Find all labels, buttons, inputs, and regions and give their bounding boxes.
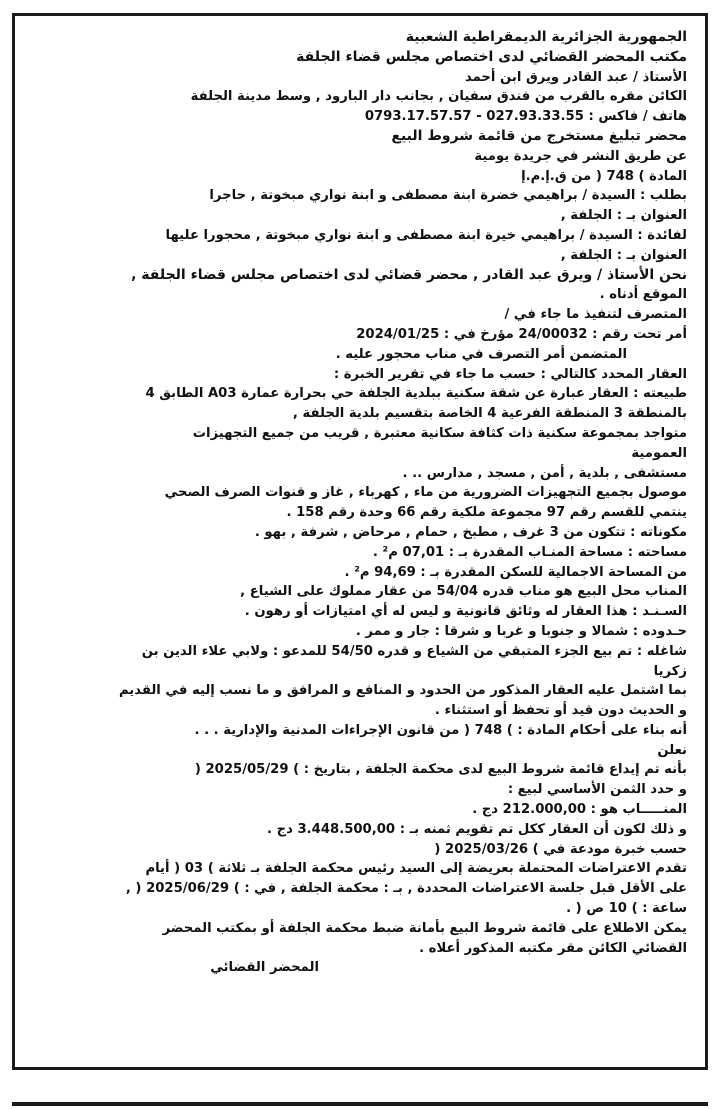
order-line: أمر تحت رقم : 24/00032 مؤرخ في : 2024/01/25 <box>356 326 687 342</box>
objections-line-1: تقدم الاعتراضات المحتملة بعريضة إلى السيد رئيس محكمة الجلفة بـ ثلاثة ) 03 ( أيام <box>145 861 687 877</box>
objections-line-3: ساعة : ) 10 ص ( . <box>566 901 687 917</box>
cadastre-line: ينتمي للقسم رقم 97 مجموعة ملكية رقم 66 وحدة رقم 158 . <box>286 505 687 521</box>
location-line-3: مستشفى , بلدية , أمن , مسجد , مدارس .. . <box>402 465 687 481</box>
bailiff-name: الأستاذ / عبد القادر ويرق ابن أحمد <box>464 69 687 85</box>
share-area-line: مساحته : مساحة المنـاب المقدرة بـ : 07,01 م² . <box>372 544 687 560</box>
nature-line-1: طبيعته : العقار عبارة عن شقة سكنية ببلدية الجلفة حي بحرارة عمارة A03 الطابق 4 <box>145 386 687 402</box>
order-content: المتضمن أمر التصرف في مناب محجور عليه . <box>335 346 627 362</box>
location-line-1: متواجد بمجموعة سكنية ذات كثافة سكانية معتبرة , قريب من جميع التجهيزات <box>192 425 687 441</box>
acting-line: المتصرف لتنفيذ ما جاء في / <box>504 307 687 323</box>
requester-address: العنوان بـ : الجلفة , <box>560 208 687 224</box>
republic-header: الجمهورية الجزائرية الديمقراطية الشعبية <box>405 29 687 45</box>
we-line: نحن الأستاذ / ويرق عبد القادر , محضر قضائي لدى اختصاص مجلس قضاء الجلفة , <box>131 266 687 283</box>
utilities-line: موصول بجميع التجهيزات الضرورية من ماء , كهرباء , غاز و قنوات الصرف الصحي <box>164 485 687 501</box>
inclusion-line-2: و الحديث دون قيد أو تحفظ أو استثناء . <box>434 703 687 719</box>
base-price-label: و حدد الثمن الأساسي لبيع : <box>507 782 687 798</box>
inclusion-line-1: بما اشتمل عليه العقار المذكور من الحدود و المنافع و المرافق و ما نسب إليه في القديم <box>118 683 687 699</box>
beneficiary-address: العنوان بـ : الجلفة , <box>560 247 687 263</box>
share-line: المناب محل البيع هو مناب قدره 54/04 من عقار مملوك على الشياع , <box>240 584 687 600</box>
beneficiary-line: لفائدة : السيدة / براهيمي خيرة ابنة مصطفى و ابنة نواري مبخوتة , محجورا عليها <box>165 227 687 243</box>
share-price-line: المنـــــاب هو : 212.000,00 دج . <box>472 802 687 818</box>
bailiff-signature: المحضر القضائي <box>210 960 319 976</box>
office-address: الكائن مقره بالقرب من فندق سفيان , بجانب دار البارود , وسط مدينة الجلفة <box>190 89 687 105</box>
consult-line-1: يمكن الاطلاع على قائمة شروط البيع بأمانة ضبط محكمة الجلفة أو بمكتب المحضر <box>162 920 687 936</box>
phone-line: هاتف / فاكس : 027.93.33.55 - 0793.17.57.57 <box>364 109 687 125</box>
property-intro: العقار المحدد كالتالي : حسب ما جاء في تقرير الخبرة : <box>333 366 687 382</box>
expertise-line: حسب خبرة مودعة في ) 2025/03/26 ( <box>434 841 687 857</box>
nature-line-2: بالمنطقة 3 المنطقة الفرعية 4 الخاصة بتقسيم بلدية الجلفة , <box>292 406 687 422</box>
occupant-line-2: زكريا <box>653 663 687 679</box>
location-line-2: العمومية <box>631 445 687 461</box>
announce-line: نعلن <box>657 742 687 758</box>
components-line: مكوناته : تتكون من 3 غرف , مطبخ , حمام , مرحاض , شرفة , بهو . <box>254 524 687 540</box>
legal-basis-line: أنه بناء على أحكام المادة : ) 748 ( من قانون الإجراءات المدنية والإدارية . . . <box>194 722 687 738</box>
notice-frame <box>12 13 708 1070</box>
legal-notice <box>15 16 705 978</box>
total-area-line: من المساحة الاجمالية للسكن المقدرة بـ : 94,69 م² . <box>344 564 687 580</box>
publication-line: عن طريق النشر في جريدة يومية <box>474 148 687 164</box>
objections-line-2: على الأقل قبل جلسة الاعتراضات المحددة , بـ : محكمة الجلفة , في : ) 2025/06/29 ( , <box>125 881 687 897</box>
office-line: مكتب المحضر القضائي لدى اختصاص مجلس قضاء الجلفة <box>296 48 687 65</box>
deed-line: السـنـد : هذا العقار له وثائق قانونية و ليس له أي امتيازات أو رهون . <box>244 604 687 620</box>
total-valuation-line: و ذلك لكون أن العقار ككل تم تقويم ثمنه بـ : 3.448.500,00 دج . <box>267 821 687 837</box>
borders-line: حـدوده : شمالا و جنوبا و غربا و شرقا : جار و ممر . <box>355 623 687 639</box>
occupant-line-1: شاغله : تم بيع الجزء المتبقي من الشياع و قدره 54/50 للمدعو : ولابي علاء الدين بن <box>141 643 687 659</box>
footer-rule <box>12 1102 708 1106</box>
deposit-line: بأنه تم إيداع قائمة شروط البيع لدى محكمة الجلفة , بتاريخ : ) 2025/05/29 ( <box>194 762 687 778</box>
requester-line: بطلب : السيدة / براهيمي خضرة ابنة مصطفى و ابنة نواري مبخوتة , حاجرا <box>209 188 687 204</box>
consult-line-2: القضائي الكائن مقر مكتبه المذكور أعلاه . <box>419 940 687 956</box>
notice-title: محضر تبليغ مستخرج من قائمة شروط البيع <box>391 127 687 144</box>
article-line: المادة ) 748 ( من ق.إ.م.إ <box>521 168 687 184</box>
signed-below: الموقع أدناه . <box>599 287 687 303</box>
